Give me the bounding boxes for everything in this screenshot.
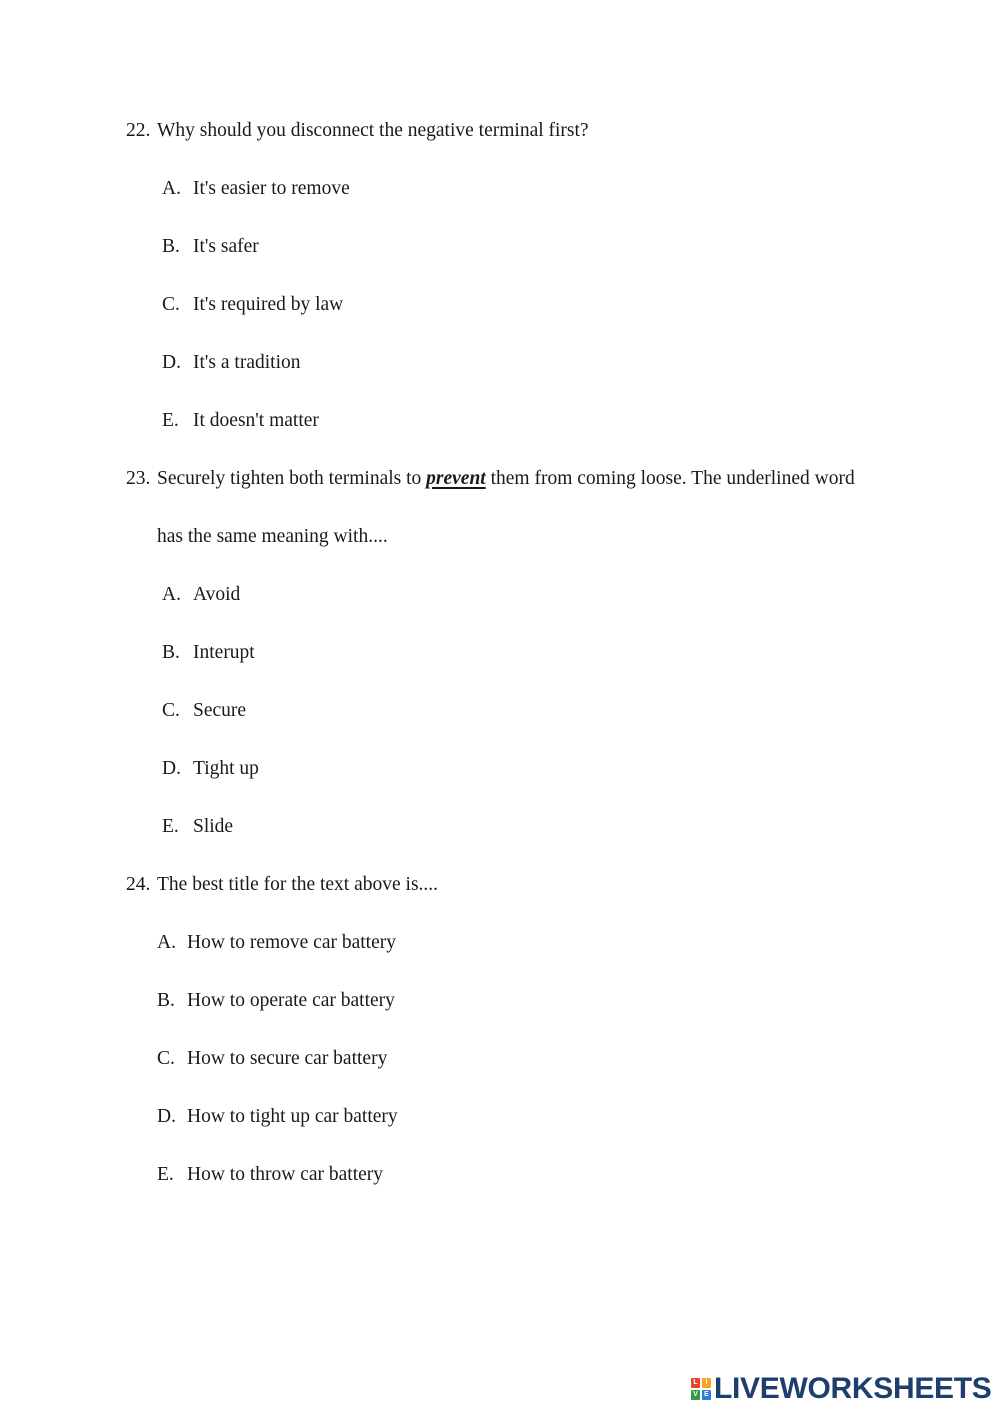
option-text: It's a tradition [193,352,301,373]
question-23-continuation: has the same meaning with.... [157,526,388,547]
option-22-e[interactable] [162,409,319,433]
option-letter: B. [162,642,180,663]
option-letter: B. [157,990,175,1011]
logo-square-v: V [691,1390,700,1400]
option-text: How to remove car battery [187,932,396,953]
option-23-a[interactable] [162,583,240,607]
option-letter: E. [162,816,179,837]
question-number: 24. [126,874,151,895]
question-number: 23. [126,468,151,489]
question-text-before: Securely tighten both terminals to [157,468,427,489]
option-text: How to tight up car battery [187,1106,398,1127]
logo-square-i: I [702,1378,711,1388]
logo-square-e: E [702,1390,711,1400]
option-22-c[interactable] [162,293,343,317]
option-letter: A. [162,584,181,605]
option-text: Tight up [193,758,259,779]
option-22-d[interactable] [162,351,301,375]
question-22 [126,119,589,143]
question-23 [126,467,855,491]
question-text: The best title for the text above is.... [157,874,439,895]
option-letter: E. [162,410,179,431]
option-24-a[interactable] [157,931,396,955]
option-text: Secure [193,700,247,721]
option-24-e[interactable] [157,1163,383,1187]
option-letter: B. [162,236,180,257]
option-letter: D. [162,758,181,779]
option-24-c[interactable] [157,1047,387,1071]
logo-square-l: L [691,1378,700,1388]
option-letter: D. [157,1106,176,1127]
option-letter: A. [157,932,176,953]
option-letter: C. [162,700,180,721]
option-text: Avoid [193,584,241,605]
option-text: Slide [193,816,234,837]
option-text: It doesn't matter [193,410,319,431]
liveworksheets-logo-icon [690,1377,712,1401]
option-text: How to throw car battery [187,1164,384,1185]
option-23-d[interactable] [162,757,259,781]
option-letter: D. [162,352,181,373]
option-text: How to operate car battery [187,990,395,1011]
option-23-b[interactable] [162,641,255,665]
option-text: Interupt [193,642,255,663]
option-23-e[interactable] [162,815,233,839]
question-text-after: them from coming loose. The underlined word [485,468,855,489]
option-letter: C. [162,294,180,315]
option-24-d[interactable] [157,1105,398,1129]
option-letter: C. [157,1048,175,1069]
option-23-c[interactable] [162,699,246,723]
watermark-text: LIVEWORKSHEETS [714,1372,992,1405]
option-letter: A. [162,178,181,199]
option-letter: E. [157,1164,174,1185]
liveworksheets-watermark [690,1374,992,1404]
question-24 [126,873,438,897]
option-text: How to secure car battery [187,1048,388,1069]
option-22-b[interactable] [162,235,259,259]
option-text: It's easier to remove [193,178,350,199]
question-number: 22. [126,120,151,141]
option-22-a[interactable] [162,177,350,201]
question-text: Why should you disconnect the negative terminal first? [157,120,589,141]
underlined-word: prevent [426,468,486,489]
option-text: It's safer [193,236,259,257]
option-24-b[interactable] [157,989,395,1013]
option-text: It's required by law [193,294,344,315]
